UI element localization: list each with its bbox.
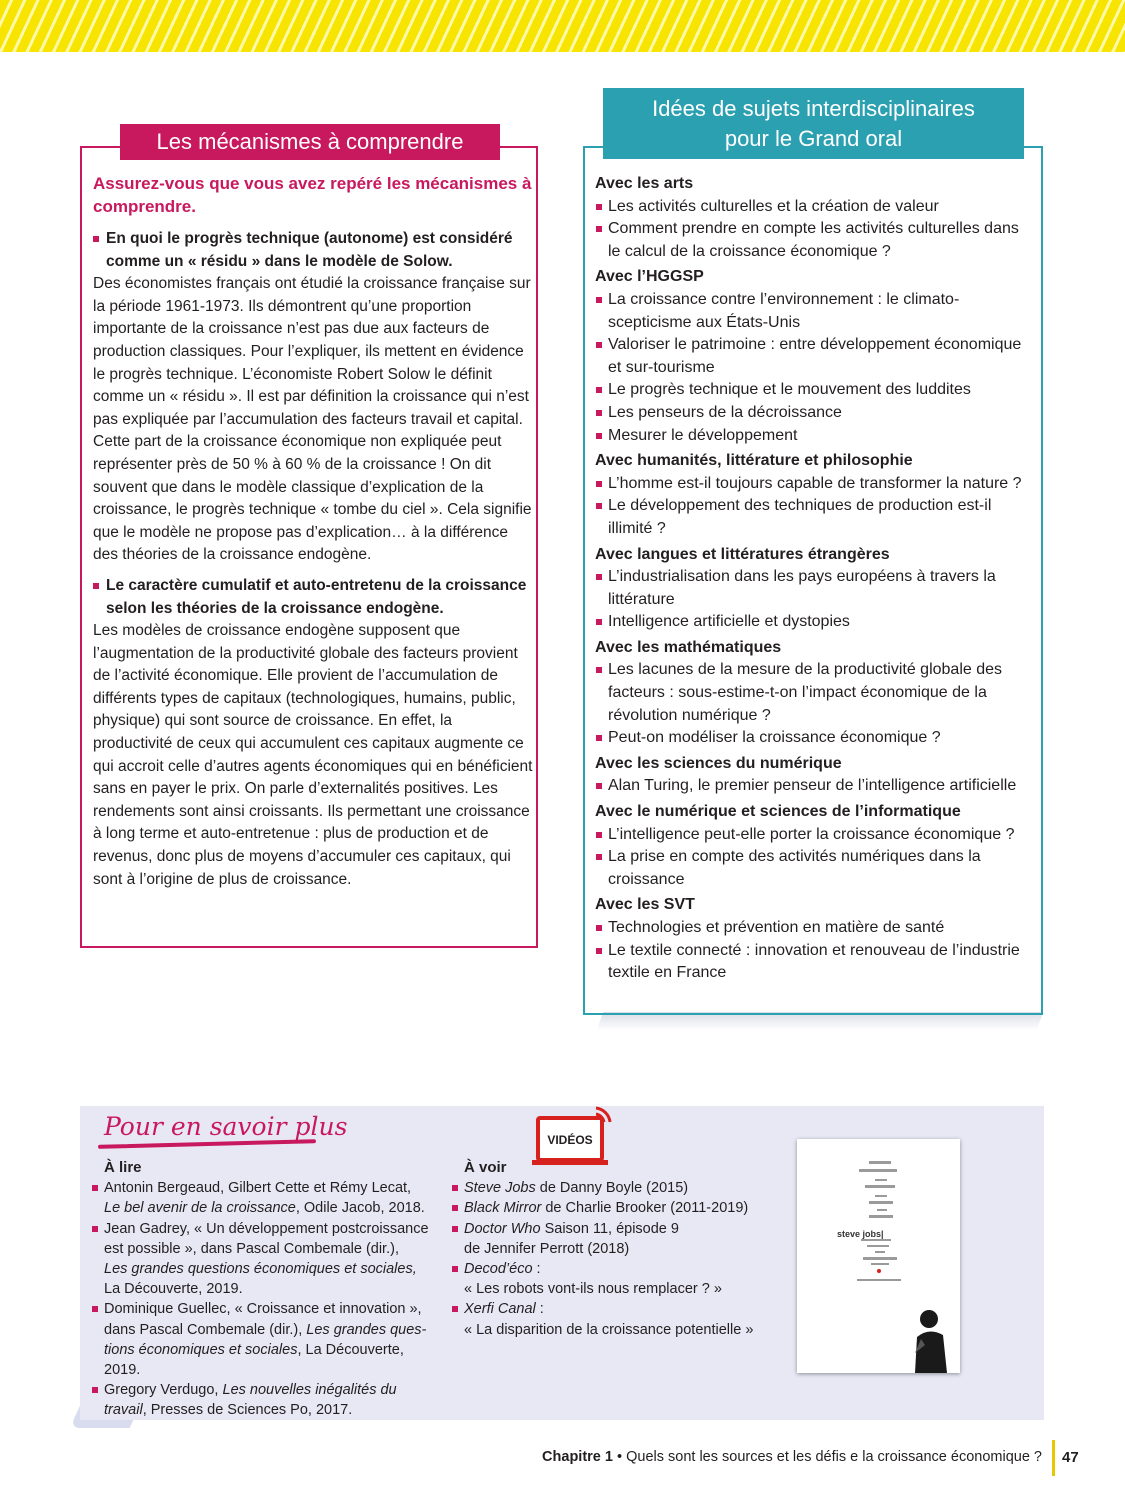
topic-item: La croissance contre l’environnement : le climato-scepticisme aux États-Unis <box>595 289 1035 334</box>
further-reading-title: Pour en savoir plus <box>104 1112 348 1141</box>
viewing-item: Doctor Who Saison 11, épisode 9 de Jennifer Perrott (2018) <box>452 1219 772 1259</box>
topic-heading: Avec les SVT <box>595 896 695 914</box>
topic-item: Peut-on modéliser la croissance économique ? <box>595 727 1035 750</box>
mechanism-paragraph-1: Des économistes français ont étudié la croissance française sur la période 1961-1973. Ils démontrent qu’une proportion importante de la croissance n’est pas due aux facteurs de production classiques. Pour l’expliquer, ils mettent en évidence le progrès technique. L’économiste Robert Solow le définit comme un « résidu ». Il est par définition la croissance qui n’est pas expliquée par l’accumulation des facteurs travail et capital. Cette part de la croissance économique non expliquée peut représenter près de 50 % à 60 % de la croissance ! On dit souvent que dans le modèle classique d’explication de la croissance, le progrès technique « tombe du ciel ». Cela signifie que le modèle ne propose pas d’explication… à la différence des théories de la croissance endogène. <box>93 275 532 564</box>
topic-item: Alan Turing, le premier penseur de l’intelligence artificielle <box>595 775 1035 798</box>
topic-heading: Avec les arts <box>595 175 694 192</box>
movie-poster <box>797 1139 960 1373</box>
topic-heading: Avec les sciences du numérique <box>595 754 842 772</box>
viewing-heading: À voir <box>464 1159 507 1176</box>
reading-item: Dominique Guellec, « Croissance et innovation », dans Pascal Combemale (dir.), Les grandes ques- tions économiques et sociales, La Découverte, 2019. <box>92 1299 437 1380</box>
topic-heading: Avec les mathématiques <box>595 638 782 656</box>
topic-heading: Avec humanités, littérature et philosophie <box>595 452 913 470</box>
viewing-item: Decod’éco : « Les robots vont-ils nous remplacer ? » <box>452 1259 772 1299</box>
topic-item: Le textile connecté : innovation et renouveau de l’industrie textile en France <box>595 940 1035 985</box>
mechanism-paragraph-2: Les modèles de croissance endogène supposent que l’augmentation de la productivité globale des facteurs provient de l’activité économique. Elle provient de l’accumulation de différents types de capitaux (technologiques, humains, public, physique) qui sont source de croissance. En effet, la productivité de ceux qui accumulent ces capitaux augmente ce qui accroit celle d’autres agents économiques qui en bénéficient sans en payer le prix. On parle d’externalités positives. Les rendements sont ainsi croissants. Ils permettant une croissance à long terme et auto-entretenue : plus de production et de revenus, donc plus de moyens d’accumuler ces capitaux, qui sont à l’origine de plus de croissance. <box>93 622 533 888</box>
reading-item: Gregory Verdugo, Les nouvelles inégalités du travail, Presses de Sciences Po, 2017. <box>92 1380 437 1420</box>
mechanism-question-2: Le caractère cumulatif et auto-entretenu de la croissance selon les théories de la croissance endogène. <box>93 575 533 620</box>
reading-item: Jean Gadrey, « Un développement postcroissance est possible », dans Pascal Combemale (dir.), Les grandes questions économiques et sociales, La Découverte, 2019. <box>92 1219 437 1300</box>
video-icon-label: VIDÉOS <box>547 1133 593 1147</box>
viewing-column <box>452 1158 772 1340</box>
topic-item: Mesurer le développement <box>595 425 1035 448</box>
topic-heading: Avec langues et littératures étrangères <box>595 545 890 563</box>
topic-item: L’industrialisation dans les pays européens à travers la littérature <box>595 566 1035 611</box>
topic-item: Valoriser le patrimoine : entre développement économique et sur-tourisme <box>595 334 1035 379</box>
mechanism-question-1: En quoi le progrès technique (autonome) est considéré comme un « résidu » dans le modèle de Solow. <box>93 228 533 273</box>
topic-item: Comment prendre en compte les activités culturelles dans le calcul de la croissance économique ? <box>595 218 1035 263</box>
topic-item: L’homme est-il toujours capable de transformer la nature ? <box>595 473 1035 496</box>
viewing-item: Black Mirror de Charlie Brooker (2011-2019) <box>452 1198 772 1218</box>
poster-art <box>797 1139 960 1373</box>
topic-item: Le développement des techniques de production est-il illimité ? <box>595 495 1035 540</box>
topic-heading: Avec l’HGGSP <box>595 268 704 286</box>
topic-item: Les lacunes de la mesure de la productivité globale des facteurs : sous-estime-t-on l’impact économique de la révolution numérique ? <box>595 659 1035 727</box>
topic-heading: Avec le numérique et sciences de l’informatique <box>595 803 961 821</box>
topic-item: La prise en compte des activités numériques dans la croissance <box>595 846 1035 891</box>
page-footer <box>542 1449 1042 1465</box>
viewing-item: Xerfi Canal : « La disparition de la croissance potentielle » <box>452 1299 772 1339</box>
topic-item: L’intelligence peut-elle porter la croissance économique ? <box>595 824 1035 847</box>
topic-item: Intelligence artificielle et dystopies <box>595 611 1035 634</box>
footer-divider <box>1052 1440 1055 1476</box>
top-decorative-band <box>0 0 1125 52</box>
topic-item: Les penseurs de la décroissance <box>595 402 1035 425</box>
reading-column <box>92 1158 437 1421</box>
mechanisms-intro: Assurez-vous que vous avez repéré les mécanismes à comprendre. <box>93 174 532 216</box>
chapter-label: Chapitre 1 <box>542 1449 613 1465</box>
mechanisms-title: Les mécanismes à comprendre <box>120 124 500 160</box>
topics-title-line2: pour le Grand oral <box>724 126 903 151</box>
topics-content <box>595 170 1035 985</box>
topics-title-line1: Idées de sujets interdisciplinaires <box>652 96 975 121</box>
reading-heading: À lire <box>104 1159 142 1176</box>
topic-item: Le progrès technique et le mouvement des luddites <box>595 379 1035 402</box>
page-number: 47 <box>1062 1449 1079 1466</box>
reading-item: Antonin Bergeaud, Gilbert Cette et Rémy Lecat, Le bel avenir de la croissance, Odile Jacob, 2018. <box>92 1178 437 1218</box>
topics-title <box>603 88 1024 159</box>
topic-item: Les activités culturelles et la création de valeur <box>595 196 1035 219</box>
topic-item: Technologies et prévention en matière de santé <box>595 917 1035 940</box>
viewing-item: Steve Jobs de Danny Boyle (2015) <box>452 1178 772 1198</box>
chapter-title: • Quels sont les sources et les défis e la croissance économique ? <box>612 1449 1042 1465</box>
mechanisms-content <box>93 172 533 891</box>
poster-title: steve jobs| <box>837 1229 884 1239</box>
